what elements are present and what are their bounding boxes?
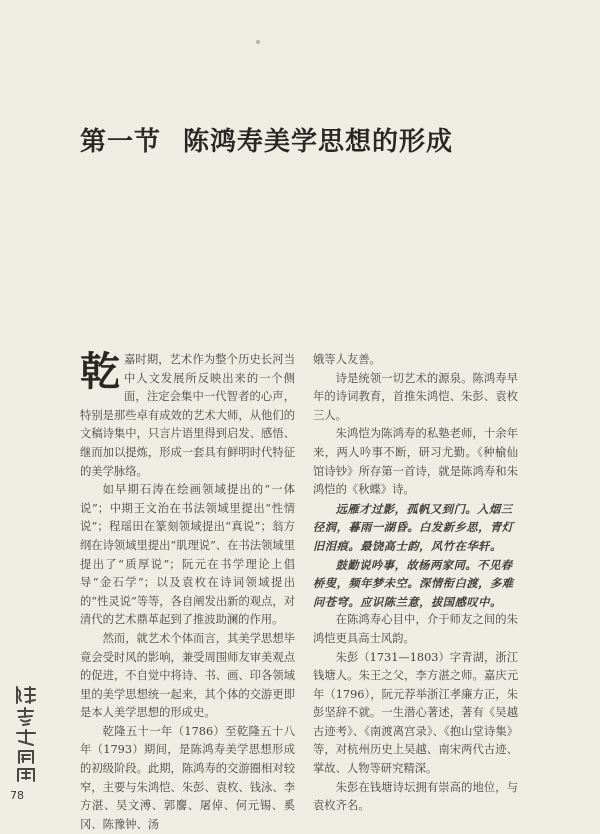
section-heading: 陈鸿寿美学思想的形成 <box>183 127 454 157</box>
right-paragraph-2: 朱鸿恺为陈鸿寿的私塾老师，十余年来，两人吟事不断，研习尤勤。《种榆仙馆诗钞》所存第一首诗，就是陈鸿寿和朱鸿恺的《秋蝶》诗。 <box>313 427 518 497</box>
section-title <box>80 121 453 158</box>
left-paragraph-1: 乾嘉时期，艺术作为整个历史长河当中人文发展所反映出来的一个侧面，注定会集中一代智者的心声，特别是那些卓有成效的艺术大师，从他们的文稿诗集中，只言片语里得到启发、感悟、继而加以提炼，形成一套具有鲜明时代特征的美学脉络。 <box>80 348 295 478</box>
poem-quote-2: 鼓勤说吟事，故杨两家同。不见春桥叟，频年梦未空。深情衔白渡，多难问苍穹。应识陈兰意，拔国感叹中。 <box>313 557 514 609</box>
left-paragraph-4: 乾隆五十一年（1786）至乾隆五十八年（1793）期间，是陈鸿寿美学思想形成的初级阶段。此期，陈鸿寿的交游圈相对较窄，主要与朱鸿恺、朱彭、袁枚、钱泳、李方湛、吴文溥、郭麐、屠倬、何元锡、奚冈、陈豫钟、汤 <box>80 724 295 831</box>
section-number: 第一节 <box>80 127 162 157</box>
paper-speck <box>256 40 260 44</box>
left-paragraph-3: 然而，就艺术个体而言，其美学思想毕竟会受时风的影响，兼受周围师友审美观点的促进，不自觉中将诗、书、画、印各领域里的美学思想统一起来，其个体的交游更即是本人美学思想的形成史。 <box>80 631 295 720</box>
right-paragraph-3: 在陈鸿寿心目中，介于师友之间的朱鸿恺更具高士风韵。 <box>313 613 518 645</box>
drop-cap: 乾 <box>80 348 120 395</box>
right-paragraph-1: 诗是统领一切艺术的源泉。陈鸿寿早年的诗词教育，首推朱鸿恺、朱彭、袁枚三人。 <box>313 371 518 422</box>
right-continuation: 娥等人友善。 <box>313 353 381 366</box>
right-column <box>313 351 518 816</box>
left-column <box>80 348 295 834</box>
poem-quote-1: 远雁才过影，孤帆又到门。入烟三径润，暮雨一湖昏。白发新乡思，青灯旧泪痕。最饶高士韵，风竹在华轩。 <box>313 501 514 553</box>
left-paragraph-2: 如早期石涛在绘画领域提出的“一体说”；中期王文治在书法领域里提出“性情说”；程瑶田在篆刻领域提出“真说”；翁方纲在诗领域里提出“肌理说”、在书法领域里提出了“质厚说”；阮元在书学理论上倡导“金石学”；以及袁枚在诗词领域提出的“性灵说”等等，各自阐发出新的观点，对清代的艺术鼎革起到了推波助澜的作用。 <box>80 483 295 627</box>
right-paragraph-5: 朱彭在钱塘诗坛拥有崇高的地位，与袁枚齐名。 <box>313 780 518 813</box>
calligraphy-mark-icon <box>11 683 41 783</box>
running-head-calligraphy <box>10 683 42 783</box>
right-paragraph-4: 朱彭（1731—1803）字青湖，浙江钱塘人。朱王之父，李方湛之师。嘉庆元年（1796），阮元荐举浙江孝廉方正，朱彭坚辞不就。一生潜心著述，著有《吴越古迹考》、《南渡离宫录》、《抱山堂诗集》等，对杭州历史上吴越、南宋两代古迹、掌故、人物等研究精深。 <box>313 650 518 776</box>
page-number: 78 <box>10 789 24 802</box>
